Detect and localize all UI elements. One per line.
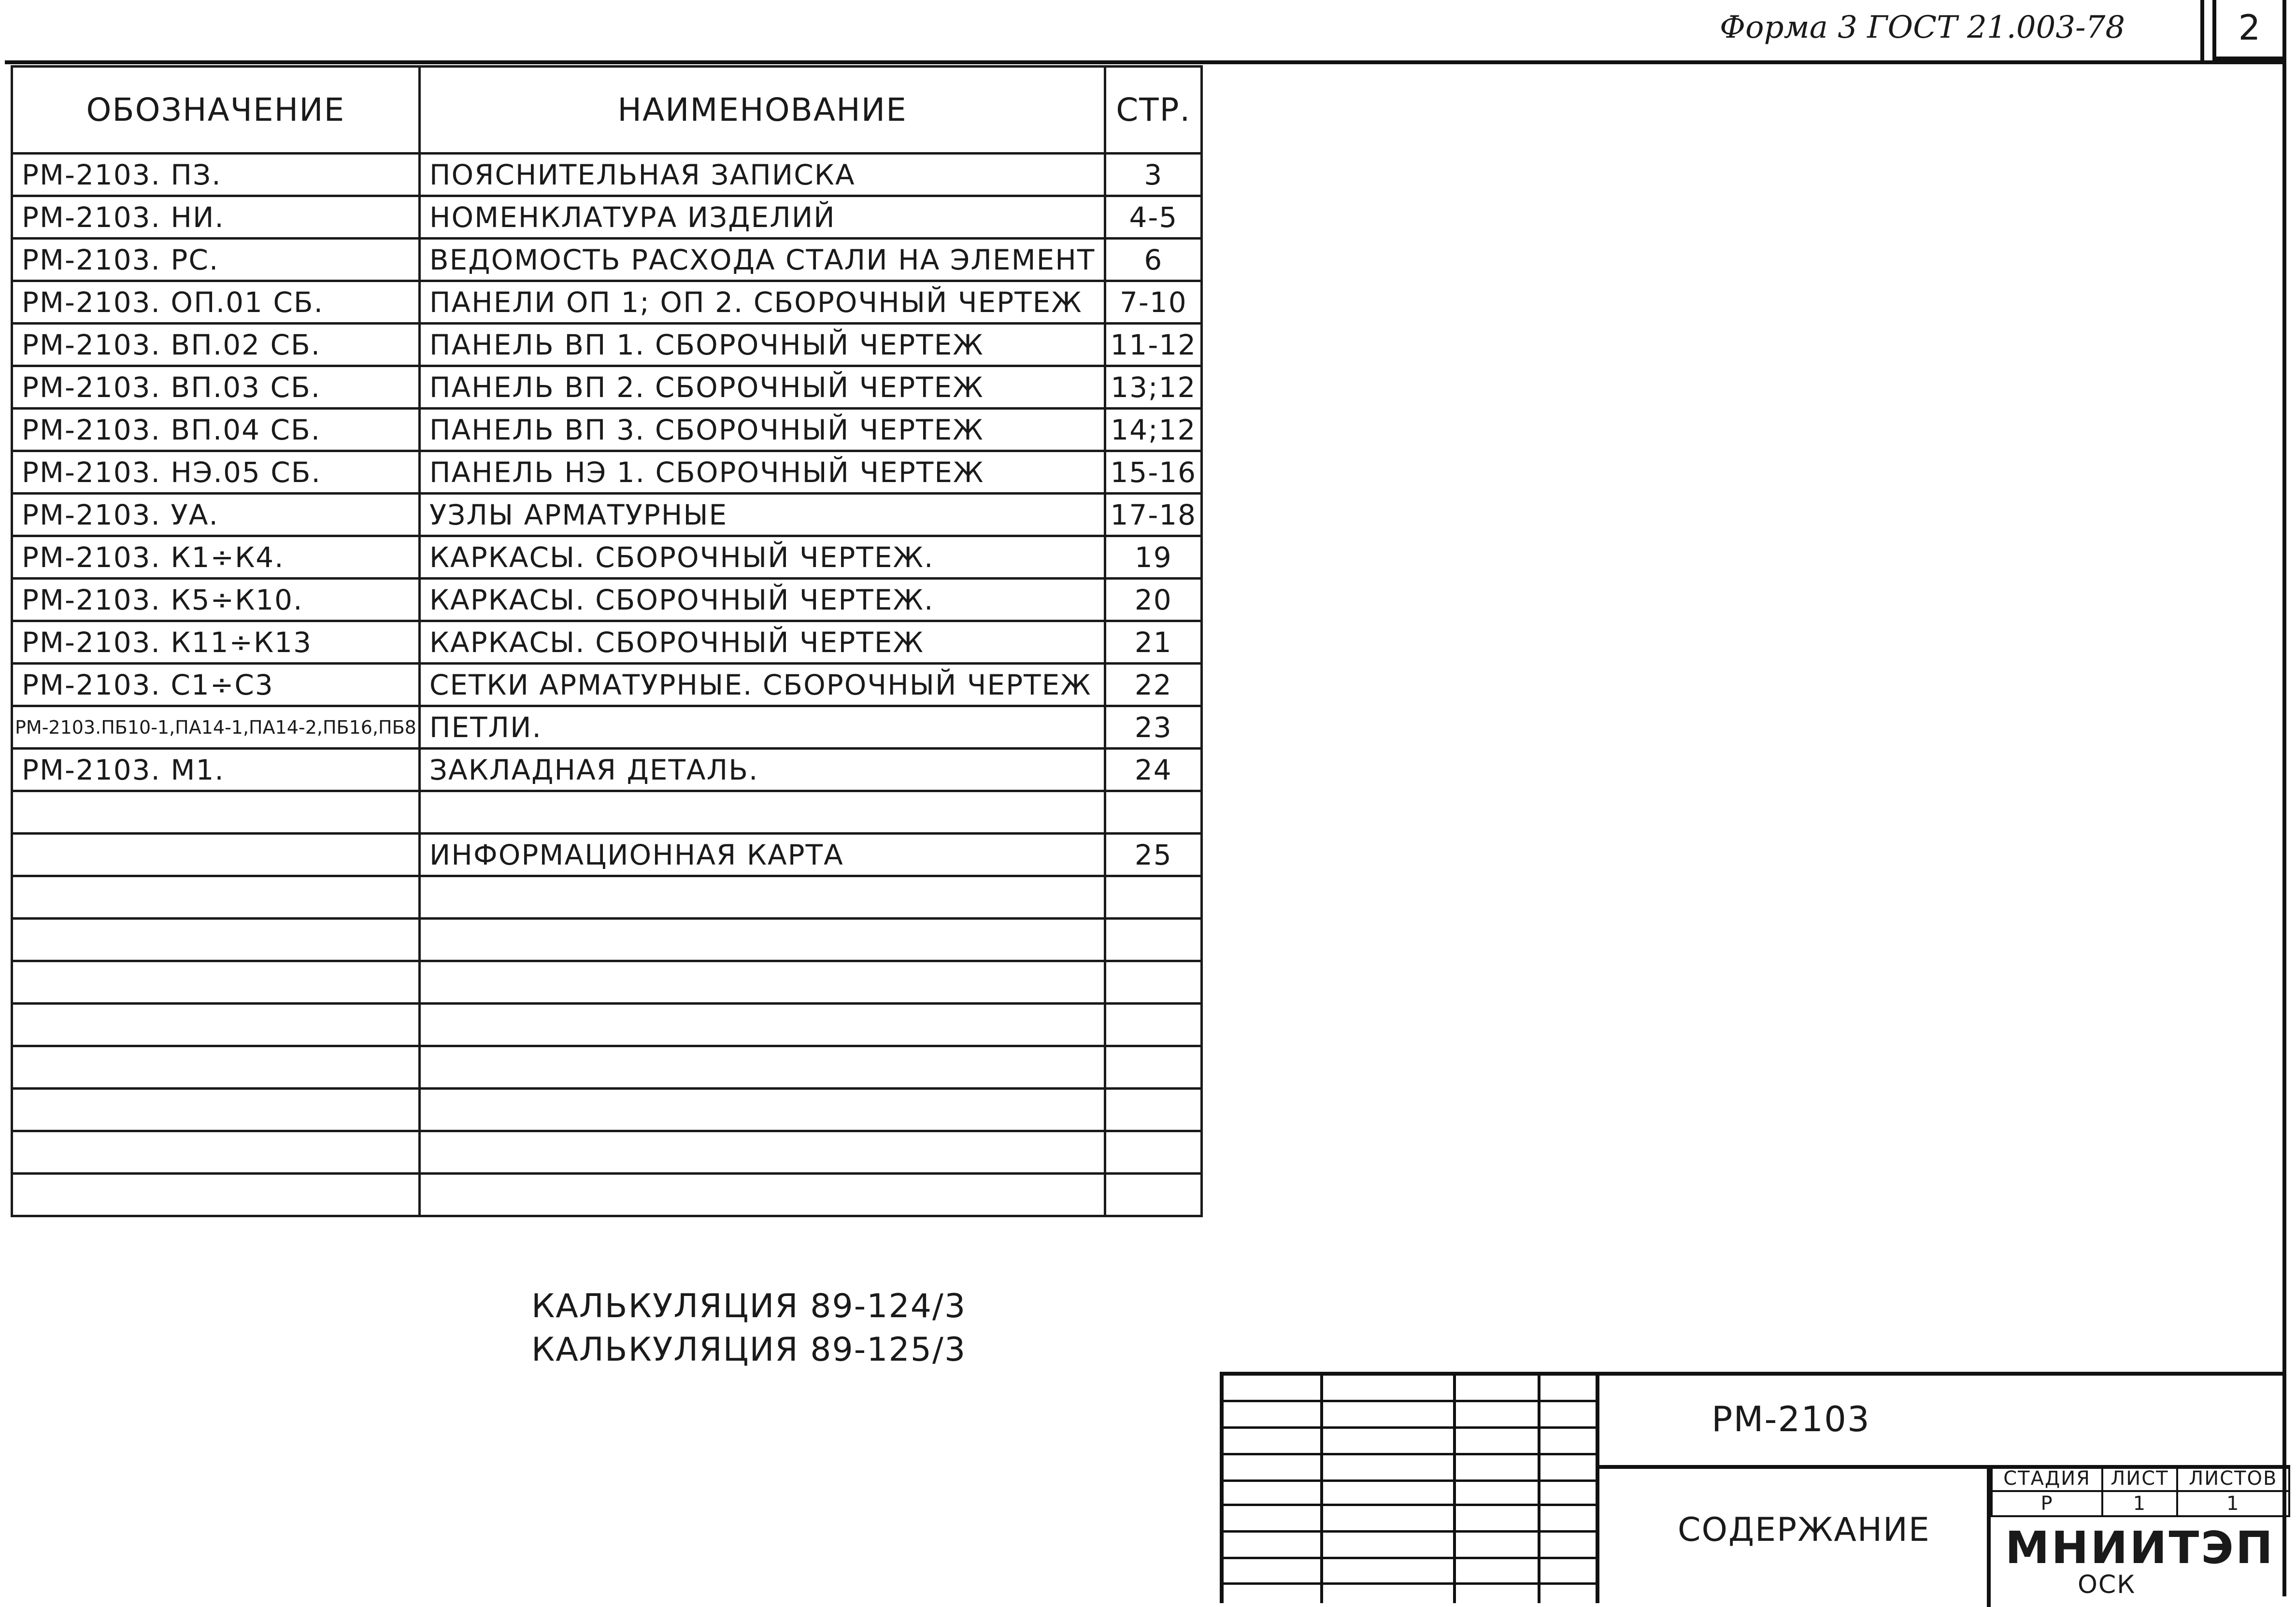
cell-name: ПЕТЛИ. [419,706,1105,749]
cell-code: РМ-2103. НИ. [12,196,420,239]
cell-page [1105,1174,1202,1216]
title-block-divider [1596,1376,1599,1603]
cell-page: 20 [1105,579,1202,621]
table-row [12,409,1202,451]
table-row [12,1174,1202,1216]
table-row [12,154,1202,196]
cell-page: 14;12 [1105,409,1202,451]
cell-code: РМ-2103. ВП.02 СБ. [12,324,420,366]
cell-page [1105,1131,1202,1174]
calculation-line: КАЛЬКУЛЯЦИЯ 89-125/3 [531,1331,967,1369]
organization-name: МНИИТЭП [2005,1522,2275,1574]
cell-name: ПАНЕЛИ ОП 1; ОП 2. СБОРОЧНЫЙ ЧЕРТЕЖ [419,281,1105,324]
table-row [12,536,1202,579]
cell-code [12,791,420,834]
cell-code [12,1131,420,1174]
stage-header: СТАДИЯ [1992,1466,2102,1491]
column-header-code: ОБОЗНАЧЕНИЕ [12,67,420,154]
table-row [12,664,1202,706]
cell-name: КАРКАСЫ. СБОРОЧНЫЙ ЧЕРТЕЖ. [419,579,1105,621]
table-row [12,451,1202,494]
cell-name [419,1131,1105,1174]
cell-page [1105,961,1202,1004]
cell-page: 4-5 [1105,196,1202,239]
cell-code: РМ-2103. С1÷С3 [12,664,420,706]
cell-page: 13;12 [1105,366,1202,409]
cell-code: РМ-2103. К11÷К13 [12,621,420,664]
cell-code: РМ-2103. РС. [12,239,420,281]
cell-name: ВЕДОМОСТЬ РАСХОДА СТАЛИ НА ЭЛЕМЕНТ [419,239,1105,281]
cell-page: 21 [1105,621,1202,664]
table-row [12,834,1202,876]
cell-name: ЗАКЛАДНАЯ ДЕТАЛЬ. [419,749,1105,791]
cell-name [419,876,1105,919]
cell-name [419,919,1105,961]
form-label: Форма 3 ГОСТ 21.003-78 [1720,10,2125,45]
cell-code [12,1174,420,1216]
cell-code: РМ-2103. НЭ.05 СБ. [12,451,420,494]
cell-code: РМ-2103. ВП.04 СБ. [12,409,420,451]
cell-code: РМ-2103. К5÷К10. [12,579,420,621]
table-row [12,791,1202,834]
cell-name [419,791,1105,834]
cell-page: 19 [1105,536,1202,579]
table-row [12,1046,1202,1089]
cell-page: 15-16 [1105,451,1202,494]
cell-name: НОМЕНКЛАТУРА ИЗДЕЛИЙ [419,196,1105,239]
table-row [12,1004,1202,1046]
cell-page: 11-12 [1105,324,1202,366]
cell-code: РМ-2103. К1÷К4. [12,536,420,579]
table-row [12,494,1202,536]
organization-department: ОСК [2078,1570,2136,1599]
calculation-line: КАЛЬКУЛЯЦИЯ 89-124/3 [531,1287,967,1325]
signature-grid [1224,1376,1596,1603]
cell-name [419,1089,1105,1131]
table-row [12,1089,1202,1131]
cell-page [1105,1004,1202,1046]
cell-code: РМ-2103. ОП.01 СБ. [12,281,420,324]
cell-page: 23 [1105,706,1202,749]
column-header-name: НАИМЕНОВАНИЕ [419,67,1105,154]
cell-page: 24 [1105,749,1202,791]
table-row [12,876,1202,919]
cell-name: СЕТКИ АРМАТУРНЫЕ. СБОРОЧНЫЙ ЧЕРТЕЖ [419,664,1105,706]
calculations [531,1285,966,1372]
sheets-header: ЛИСТОВ [2177,1466,2289,1491]
table-row [12,621,1202,664]
document-title: СОДЕРЖАНИЕ [1678,1511,1930,1549]
cell-page [1105,919,1202,961]
table-row [12,196,1202,239]
table-header-row [12,67,1202,154]
header-separator [2200,0,2204,60]
table-row [12,281,1202,324]
cell-code [12,834,420,876]
table-row [12,1131,1202,1174]
cell-name: ПАНЕЛЬ ВП 1. СБОРОЧНЫЙ ЧЕРТЕЖ [419,324,1105,366]
contents-table [11,65,1203,1217]
cell-name: ПАНЕЛЬ НЭ 1. СБОРОЧНЫЙ ЧЕРТЕЖ [419,451,1105,494]
cell-code [12,1089,420,1131]
sheet-value: 1 [2102,1491,2177,1516]
cell-page: 3 [1105,154,1202,196]
cell-code: РМ-2103. М1. [12,749,420,791]
cell-code: РМ-2103. ВП.03 СБ. [12,366,420,409]
cell-page [1105,1089,1202,1131]
table-row [12,706,1202,749]
cell-name: УЗЛЫ АРМАТУРНЫЕ [419,494,1105,536]
table-row [12,579,1202,621]
cell-page: 22 [1105,664,1202,706]
cell-page: 6 [1105,239,1202,281]
cell-page: 7-10 [1105,281,1202,324]
table-row [12,324,1202,366]
sheets-value: 1 [2177,1491,2289,1516]
cell-name [419,1004,1105,1046]
cell-name: ПАНЕЛЬ ВП 2. СБОРОЧНЫЙ ЧЕРТЕЖ [419,366,1105,409]
cell-code [12,1046,420,1089]
cell-name [419,961,1105,1004]
stage-value: Р [1992,1491,2102,1516]
column-header-page: СТР. [1105,67,1202,154]
cell-name: ИНФОРМАЦИОННАЯ КАРТА [419,834,1105,876]
cell-name [419,1046,1105,1089]
sheet-info [1987,1465,2290,1607]
cell-page: 17-18 [1105,494,1202,536]
cell-name: КАРКАСЫ. СБОРОЧНЫЙ ЧЕРТЕЖ [419,621,1105,664]
cell-code [12,961,420,1004]
cell-code: РМ-2103. ПЗ. [12,154,420,196]
table-row [12,961,1202,1004]
sheet-header: ЛИСТ [2102,1466,2177,1491]
cell-name [419,1174,1105,1216]
document-code: РМ-2103 [1711,1399,1870,1439]
table-row [12,366,1202,409]
cell-code [12,1004,420,1046]
cell-page [1105,1046,1202,1089]
table-row [12,919,1202,961]
cell-name: ПОЯСНИТЕЛЬНАЯ ЗАПИСКА [419,154,1105,196]
table-row [12,239,1202,281]
cell-name: ПАНЕЛЬ ВП 3. СБОРОЧНЫЙ ЧЕРТЕЖ [419,409,1105,451]
cell-code [12,919,420,961]
cell-page: 25 [1105,834,1202,876]
sheet-number: 2 [2212,0,2286,60]
table-row [12,749,1202,791]
cell-code [12,876,420,919]
cell-name: КАРКАСЫ. СБОРОЧНЫЙ ЧЕРТЕЖ. [419,536,1105,579]
cell-page [1105,876,1202,919]
cell-page [1105,791,1202,834]
cell-code: РМ-2103. УА. [12,494,420,536]
cell-code: РМ-2103.ПБ10-1,ПА14-1,ПА14-2,ПБ16,ПБ8 [12,706,420,749]
title-block [1220,1372,2286,1603]
